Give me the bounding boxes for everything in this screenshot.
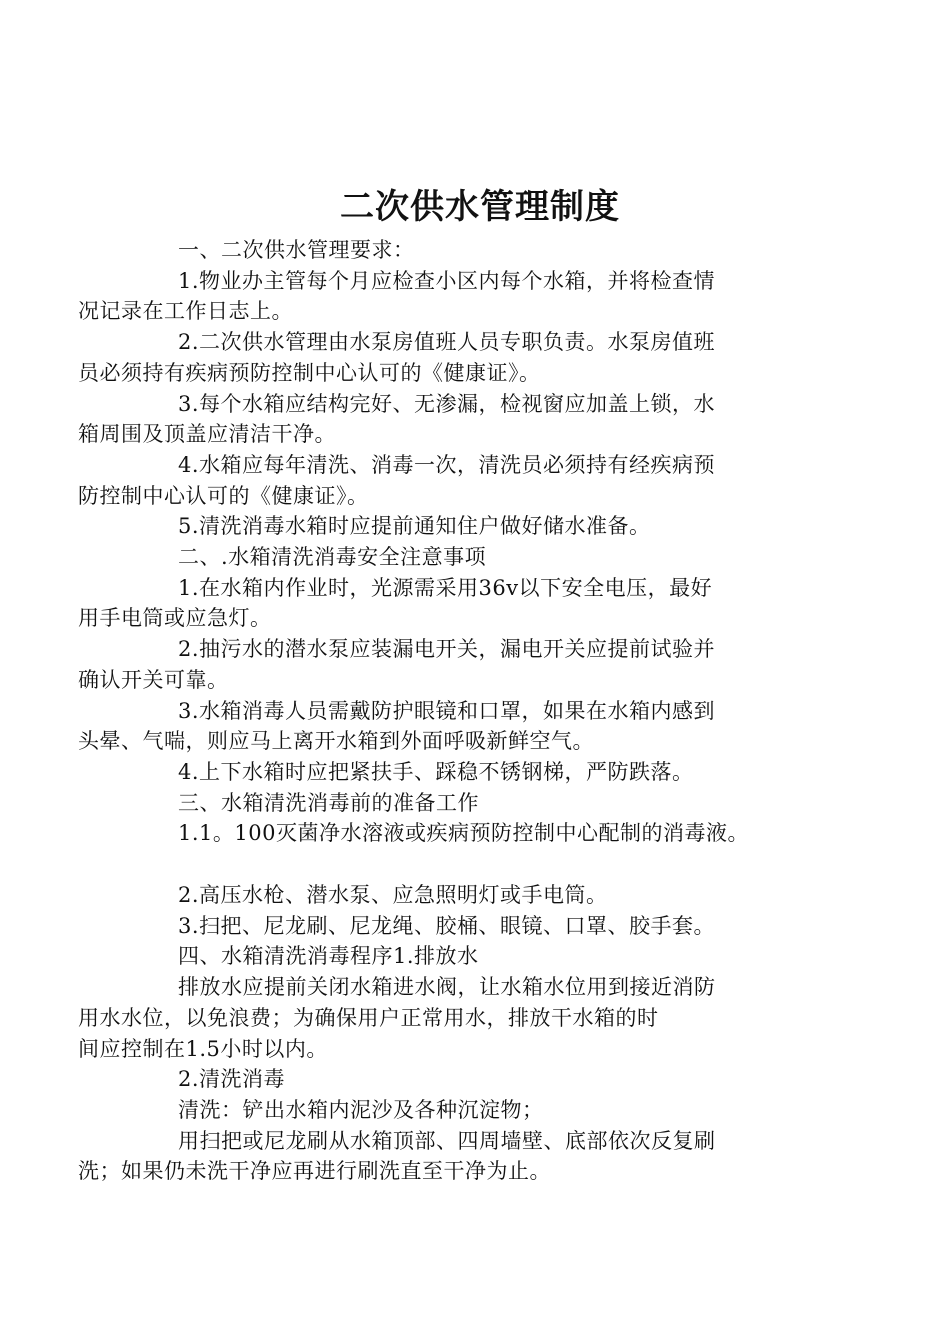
paragraph-item — [78, 266, 840, 327]
document-body — [78, 235, 840, 1187]
section-heading-4 — [128, 941, 840, 972]
paragraph-item — [128, 818, 840, 849]
paragraph-item — [78, 327, 840, 388]
paragraph-line: 况记录在工作日志上。 — [78, 299, 293, 324]
paragraph-line: 2.清洗消毒 — [178, 1067, 286, 1092]
paragraph-item — [78, 1126, 840, 1187]
paragraph-item — [78, 972, 840, 1064]
paragraph-line: 员必须持有疾病预防控制中心认可的《健康证》。 — [78, 360, 541, 385]
paragraph-line: 3.扫把、尼龙刷、尼龙绳、胶桶、眼镜、口罩、胶手套。 — [178, 913, 716, 938]
section-heading-3 — [128, 788, 840, 819]
paragraph-line: 2.二次供水管理由水泵房值班人员专职负责。水泵房值班 — [178, 330, 716, 355]
blank-line — [128, 849, 840, 880]
paragraph-line: 1.1。100灭菌净水溶液或疾病预防控制中心配制的消毒液。 — [178, 821, 749, 846]
paragraph-line: 确认开关可靠。 — [78, 667, 229, 692]
paragraph-line: 4.水箱应每年清洗、消毒一次，清洗员必须持有经疾病预 — [178, 452, 716, 477]
paragraph-line: 3.每个水箱应结构完好、无渗漏，检视窗应加盖上锁，水 — [178, 391, 716, 416]
paragraph-line: 清洗：铲出水箱内泥沙及各种沉淀物； — [178, 1097, 544, 1122]
paragraph-item — [78, 389, 840, 450]
paragraph-item — [78, 450, 840, 511]
paragraph-line: 用扫把或尼龙刷从水箱顶部、四周墙壁、底部依次反复刷 — [178, 1128, 716, 1153]
paragraph-line: 防控制中心认可的《健康证》。 — [78, 483, 369, 508]
paragraph-item — [128, 911, 840, 942]
paragraph-line: 1.物业办主管每个月应检查小区内每个水箱，并将检查情 — [178, 268, 716, 293]
paragraph-line: 一、二次供水管理要求： — [178, 238, 415, 262]
paragraph-line: 2.高压水枪、潜水泵、应急照明灯或手电筒。 — [178, 883, 608, 908]
page-title: 二次供水管理制度 — [340, 187, 620, 227]
paragraph-line: 二、.水箱清洗消毒安全注意事项 — [178, 545, 487, 570]
paragraph-item — [78, 634, 840, 695]
paragraph-line: 三、水箱清洗消毒前的准备工作 — [178, 790, 479, 815]
paragraph-item — [128, 1064, 840, 1095]
section-heading-2 — [128, 542, 840, 573]
paragraph-item — [128, 1095, 840, 1126]
paragraph-line: 用手电筒或应急灯。 — [78, 606, 272, 631]
paragraph-line: 头晕、气喘，则应马上离开水箱到外面呼吸新鲜空气。 — [78, 729, 594, 754]
paragraph-item — [78, 696, 840, 757]
paragraph-line: 洗；如果仍未洗干净应再进行刷洗直至干净为止。 — [78, 1159, 551, 1184]
paragraph-line: 1.在水箱内作业时，光源需采用36v以下安全电压，最好 — [178, 575, 713, 600]
paragraph-line: 箱周围及顶盖应清洁干净。 — [78, 422, 336, 447]
paragraph-line: 2.抽污水的潜水泵应装漏电开关，漏电开关应提前试验并 — [178, 637, 716, 662]
paragraph-line: 4.上下水箱时应把紧扶手、踩稳不锈钢梯，严防跌落。 — [178, 759, 694, 784]
section-heading-1 — [128, 235, 840, 266]
paragraph-line: 间应控制在1.5小时以内。 — [78, 1036, 328, 1061]
paragraph-item — [78, 573, 840, 634]
paragraph-line: 3.水箱消毒人员需戴防护眼镜和口罩，如果在水箱内感到 — [178, 698, 716, 723]
paragraph-line: 四、水箱清洗消毒程序1.排放水 — [178, 944, 479, 969]
paragraph-line: 用水水位，以免浪费；为确保用户正常用水，排放干水箱的时 — [78, 1005, 659, 1030]
paragraph-line: 排放水应提前关闭水箱进水阀，让水箱水位用到接近消防 — [178, 975, 716, 1000]
paragraph-item — [128, 757, 840, 788]
paragraph-line: 5.清洗消毒水箱时应提前通知住户做好储水准备。 — [178, 514, 651, 539]
paragraph-item — [128, 511, 840, 542]
paragraph-item — [128, 880, 840, 911]
